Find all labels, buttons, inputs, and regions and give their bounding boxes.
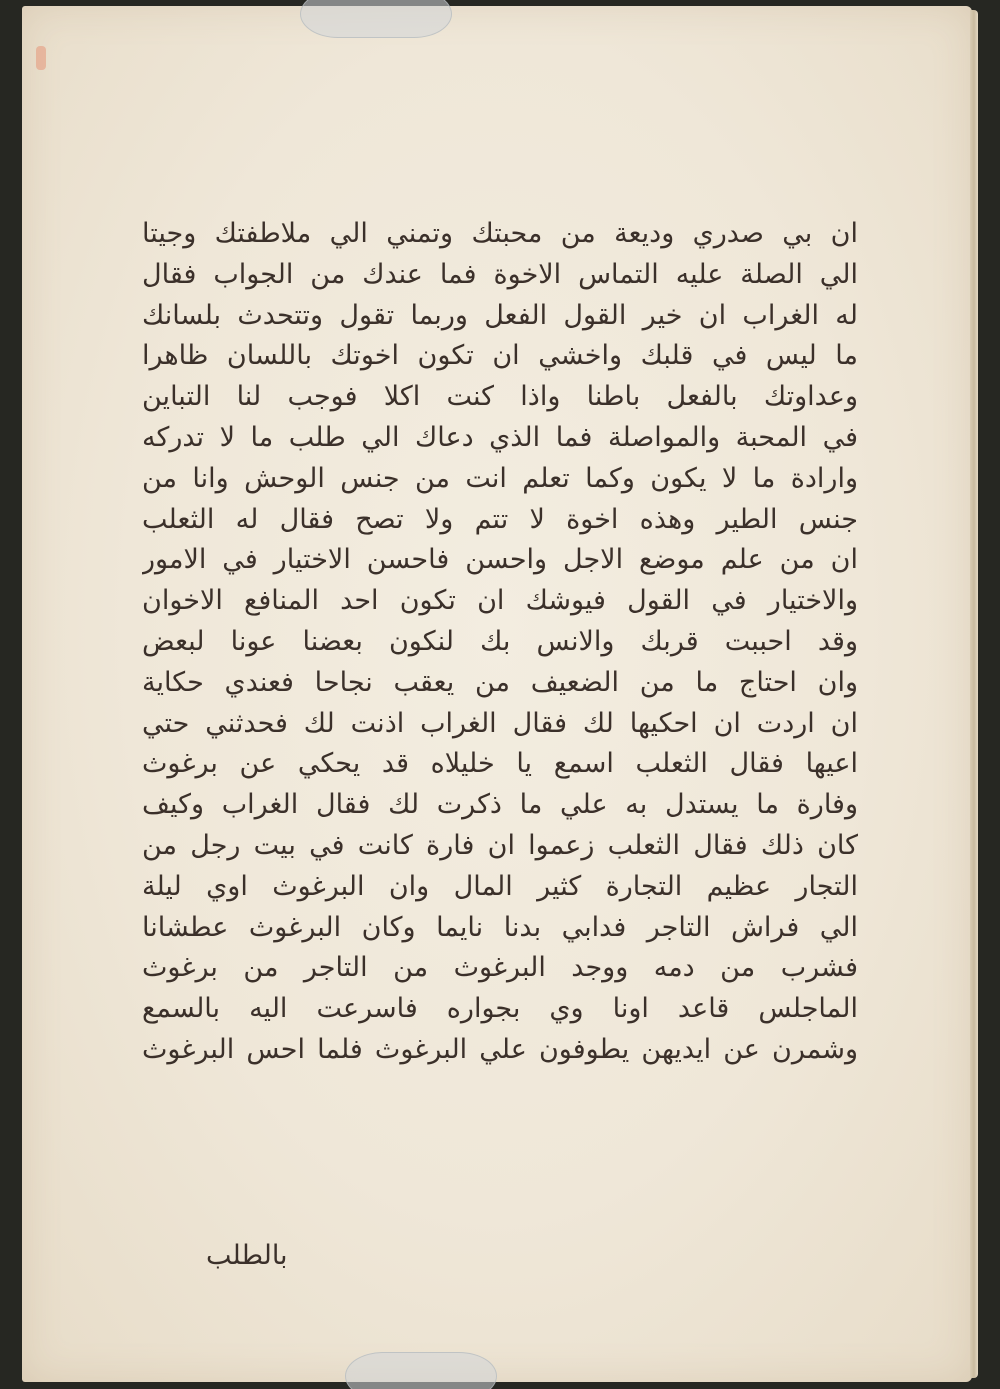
manuscript-line: وان احتاج ما من الضعيف من يعقب نجاحا فعندي حكاية: [142, 666, 858, 698]
clip-top: [300, 0, 452, 38]
manuscript-line: وعداوتك بالفعل باطنا واذا كنت اكلا فوجب لنا التباين: [142, 381, 858, 413]
manuscript-line: اعيها فقال الثعلب اسمع يا خليلاه قد يحكي عن برغوث: [142, 748, 858, 780]
manuscript-line: والاختيار في القول فيوشك ان تكون احد المنافع الاخوان: [142, 585, 858, 617]
manuscript-line: له الغراب ان خير القول الفعل وربما تقول وتتحدث بلسانك: [142, 299, 858, 331]
manuscript-line: ان اردت ان احكيها لك فقال الغراب اذنت لك فحدثني حتي: [142, 707, 858, 739]
manuscript-line: الي فراش التاجر فدابي بدنا نايما وكان البرغوث عطشانا: [142, 911, 858, 943]
red-stain: [36, 46, 46, 70]
manuscript-line: وفارة ما يستدل به علي ما ذكرت لك فقال الغراب وكيف: [142, 789, 858, 821]
manuscript-line: وارادة ما لا يكون وكما تعلم انت من جنس الوحش وانا من: [142, 462, 858, 494]
manuscript-line: الماجلس قاعد اونا وي بجواره فاسرعت اليه بالسمع: [142, 993, 858, 1025]
manuscript-line: ما ليس في قلبك واخشي ان تكون اخوتك باللسان ظاهرا: [142, 340, 858, 372]
manuscript-line: وقد احببت قربك والانس بك لنكون بعضنا عونا لبعض: [142, 625, 858, 657]
clip-bottom: [345, 1352, 497, 1389]
manuscript-text: [142, 214, 858, 1071]
manuscript-line: وشمرن عن ايديهن يطوفون علي البرغوث فلما احس البرغوث: [142, 1033, 858, 1065]
manuscript-line: الي الصلة عليه التماس الاخوة فما عندك من الجواب فقال: [142, 258, 858, 290]
page-edge: [970, 10, 978, 1378]
manuscript-line: جنس الطير وهذه اخوة لا تتم ولا تصح فقال له الثعلب: [142, 503, 858, 535]
manuscript-line: ان من علم موضع الاجل واحسن فاحسن الاختيار في الامور: [142, 544, 858, 576]
catchword: بالطلب: [206, 1240, 288, 1271]
manuscript-line: ان بي صدري وديعة من محبتك وتمني الي ملاطفتك وجيتا: [142, 218, 858, 249]
manuscript-line: فشرب من دمه ووجد البرغوث من التاجر من برغوث: [142, 952, 858, 984]
manuscript-line: كان ذلك فقال الثعلب زعموا ان فارة كانت في بيت رجل من: [142, 829, 858, 861]
manuscript-page: [22, 6, 972, 1382]
manuscript-line: في المحبة والمواصلة فما الذي دعاك الي طلب ما لا تدركه: [142, 421, 858, 453]
manuscript-line: التجار عظيم التجارة كثير المال وان البرغوث اوي ليلة: [142, 870, 858, 902]
